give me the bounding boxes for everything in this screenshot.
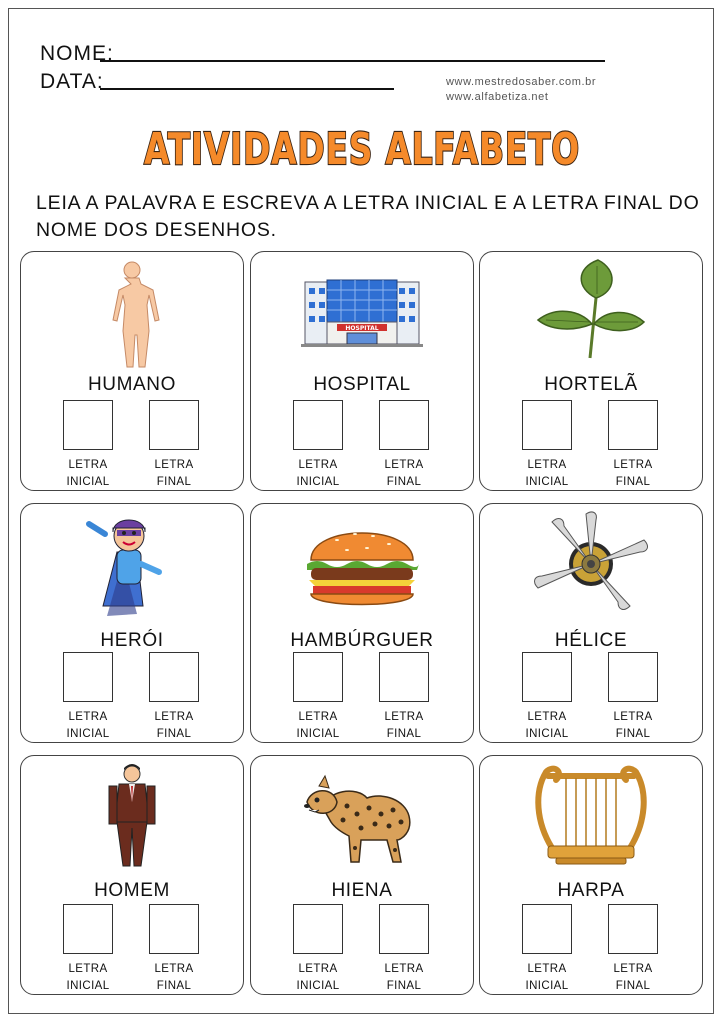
man-in-suit-icon bbox=[67, 762, 197, 870]
activity-card bbox=[479, 251, 703, 491]
website-url-1: www.mestredosaber.com.br bbox=[446, 76, 597, 88]
final-caption-line-1: LETRA bbox=[613, 459, 653, 471]
mint-leaf-icon bbox=[526, 258, 656, 366]
final-letter-box[interactable] bbox=[149, 400, 199, 450]
initial-letter-box[interactable] bbox=[522, 904, 572, 954]
initial-caption-line-1: LETRA bbox=[68, 963, 108, 975]
activity-card bbox=[20, 503, 244, 743]
date-label: DATA: bbox=[40, 70, 104, 93]
final-letter-box[interactable] bbox=[608, 904, 658, 954]
picture-word: HAMBÚRGUER bbox=[290, 630, 434, 651]
superhero-icon bbox=[67, 510, 197, 618]
activity-card bbox=[479, 503, 703, 743]
picture-word: HÉLICE bbox=[554, 630, 628, 651]
initial-letter-caption bbox=[283, 709, 353, 743]
picture-word: HOSPITAL bbox=[313, 374, 411, 395]
initial-caption-line-2: INICIAL bbox=[296, 728, 340, 740]
final-letter-box[interactable] bbox=[149, 904, 199, 954]
final-letter-box[interactable] bbox=[149, 652, 199, 702]
final-caption-line-2: FINAL bbox=[615, 476, 651, 488]
initial-caption-line-2: INICIAL bbox=[66, 728, 110, 740]
initial-letter-caption bbox=[512, 457, 582, 491]
initial-letter-caption bbox=[53, 457, 123, 491]
propeller-icon bbox=[526, 510, 656, 618]
initial-letter-box[interactable] bbox=[522, 400, 572, 450]
final-letter-box[interactable] bbox=[608, 652, 658, 702]
initial-caption-line-1: LETRA bbox=[527, 459, 567, 471]
picture-word: HUMANO bbox=[87, 374, 177, 395]
initial-caption-line-2: INICIAL bbox=[296, 980, 340, 992]
initial-letter-box[interactable] bbox=[293, 652, 343, 702]
page-title-text: ATIVIDADES ALFABETO bbox=[144, 124, 580, 175]
picture-word: HERÓI bbox=[100, 630, 164, 651]
initial-caption-line-1: LETRA bbox=[527, 711, 567, 723]
final-caption-line-2: FINAL bbox=[386, 476, 422, 488]
hospital-sign-text: HOSPITAL bbox=[345, 325, 379, 332]
name-line bbox=[100, 60, 605, 62]
initial-caption-line-2: INICIAL bbox=[525, 476, 569, 488]
initial-caption-line-1: LETRA bbox=[298, 711, 338, 723]
hyena-icon bbox=[297, 762, 427, 870]
initial-caption-line-2: INICIAL bbox=[66, 476, 110, 488]
final-letter-box[interactable] bbox=[608, 400, 658, 450]
final-letter-caption bbox=[369, 457, 439, 491]
final-caption-line-1: LETRA bbox=[384, 963, 424, 975]
initial-letter-box[interactable] bbox=[63, 652, 113, 702]
picture-word: HORTELÃ bbox=[544, 374, 638, 395]
final-caption-line-2: FINAL bbox=[386, 728, 422, 740]
picture-word: HIENA bbox=[331, 880, 393, 901]
final-letter-box[interactable] bbox=[379, 400, 429, 450]
hospital-building-icon bbox=[297, 258, 427, 366]
final-caption-line-1: LETRA bbox=[384, 711, 424, 723]
initial-caption-line-2: INICIAL bbox=[66, 980, 110, 992]
initial-letter-caption bbox=[53, 961, 123, 995]
activity-card bbox=[250, 755, 474, 995]
name-label: NOME: bbox=[40, 42, 114, 65]
final-letter-caption bbox=[598, 457, 668, 491]
page-title bbox=[132, 112, 592, 178]
final-caption-line-2: FINAL bbox=[386, 980, 422, 992]
page-title-wrapper bbox=[0, 112, 724, 178]
initial-letter-box[interactable] bbox=[522, 652, 572, 702]
final-caption-line-2: FINAL bbox=[156, 980, 192, 992]
final-caption-line-2: FINAL bbox=[615, 728, 651, 740]
initial-letter-box[interactable] bbox=[293, 904, 343, 954]
picture-word: HOMEM bbox=[94, 880, 170, 901]
final-letter-caption bbox=[369, 961, 439, 995]
initial-letter-caption bbox=[512, 709, 582, 743]
initial-letter-caption bbox=[283, 457, 353, 491]
initial-letter-caption bbox=[283, 961, 353, 995]
final-caption-line-1: LETRA bbox=[154, 711, 194, 723]
final-letter-caption bbox=[139, 961, 209, 995]
initial-letter-box[interactable] bbox=[293, 400, 343, 450]
final-letter-caption bbox=[598, 709, 668, 743]
harp-icon bbox=[526, 762, 656, 870]
human-body-icon bbox=[67, 258, 197, 366]
initial-caption-line-2: INICIAL bbox=[296, 476, 340, 488]
hamburger-icon bbox=[297, 510, 427, 618]
initial-letter-caption bbox=[53, 709, 123, 743]
website-url-2: www.alfabetiza.net bbox=[446, 91, 549, 103]
final-letter-caption bbox=[139, 457, 209, 491]
date-line bbox=[100, 88, 394, 90]
initial-letter-box[interactable] bbox=[63, 904, 113, 954]
picture-word: HARPA bbox=[557, 880, 625, 901]
final-caption-line-1: LETRA bbox=[154, 963, 194, 975]
initial-caption-line-1: LETRA bbox=[298, 963, 338, 975]
initial-letter-caption bbox=[512, 961, 582, 995]
initial-caption-line-1: LETRA bbox=[68, 711, 108, 723]
final-caption-line-1: LETRA bbox=[154, 459, 194, 471]
initial-caption-line-2: INICIAL bbox=[525, 980, 569, 992]
activity-card bbox=[250, 251, 474, 491]
activity-card bbox=[250, 503, 474, 743]
initial-caption-line-1: LETRA bbox=[68, 459, 108, 471]
activity-card bbox=[20, 755, 244, 995]
activity-card bbox=[20, 251, 244, 491]
final-caption-line-2: FINAL bbox=[615, 980, 651, 992]
instructions-text: LEIA A PALAVRA E ESCREVA A LETRA INICIAL E A LETRA FINAL DO NOME DOS DESENHOS. bbox=[36, 192, 700, 241]
initial-caption-line-2: INICIAL bbox=[525, 728, 569, 740]
final-caption-line-2: FINAL bbox=[156, 728, 192, 740]
final-caption-line-1: LETRA bbox=[613, 711, 653, 723]
final-letter-caption bbox=[598, 961, 668, 995]
activity-card bbox=[479, 755, 703, 995]
final-caption-line-1: LETRA bbox=[384, 459, 424, 471]
final-caption-line-2: FINAL bbox=[156, 476, 192, 488]
final-letter-box[interactable] bbox=[379, 904, 429, 954]
final-letter-box[interactable] bbox=[379, 652, 429, 702]
initial-letter-box[interactable] bbox=[63, 400, 113, 450]
initial-caption-line-1: LETRA bbox=[527, 963, 567, 975]
final-letter-caption bbox=[139, 709, 209, 743]
final-caption-line-1: LETRA bbox=[613, 963, 653, 975]
final-letter-caption bbox=[369, 709, 439, 743]
initial-caption-line-1: LETRA bbox=[298, 459, 338, 471]
